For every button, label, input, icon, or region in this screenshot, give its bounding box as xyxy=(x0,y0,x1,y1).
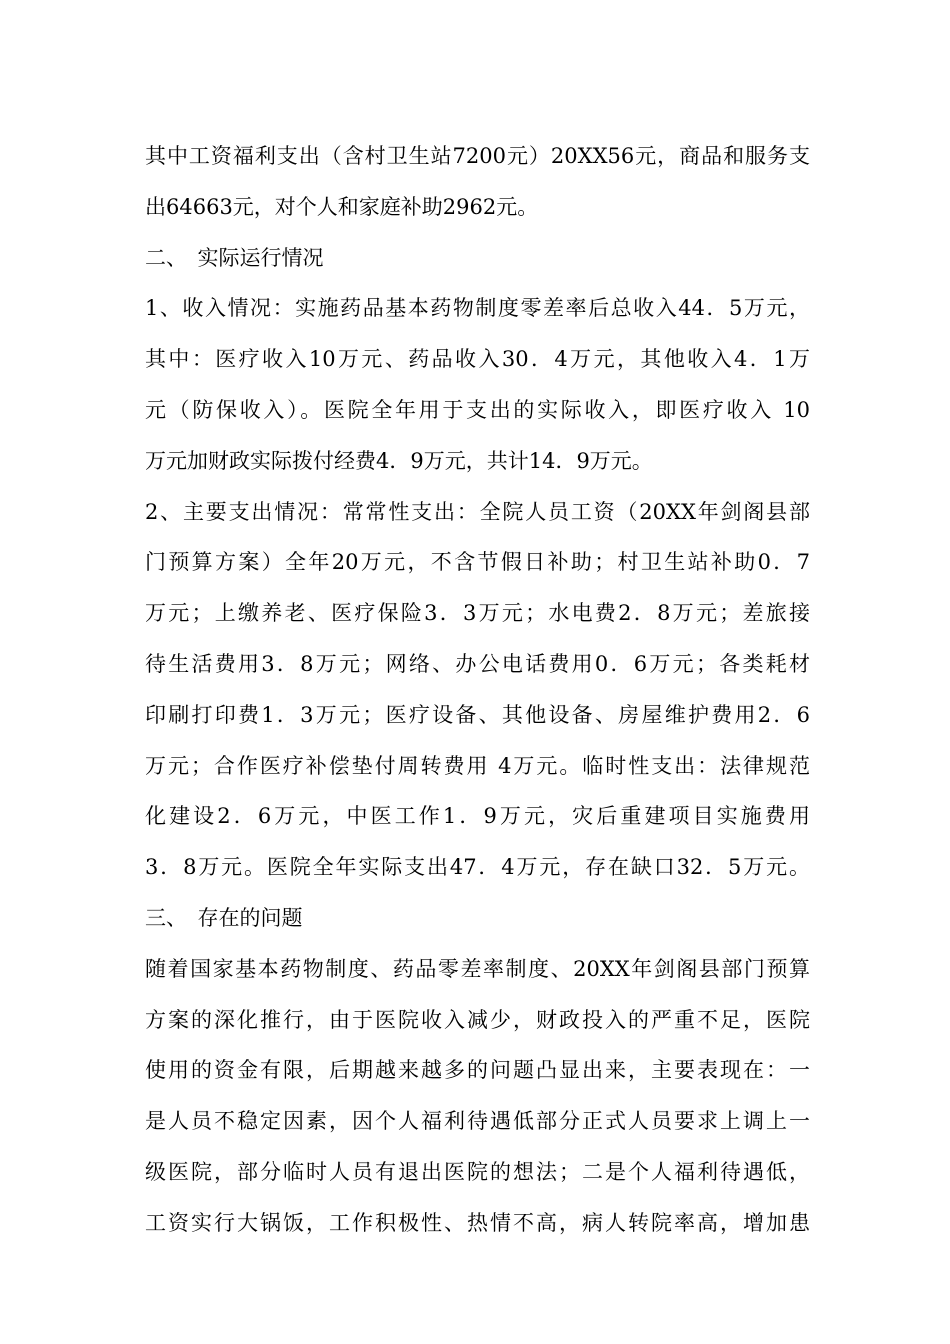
section-heading: 二、 实际运行情况 xyxy=(145,245,324,270)
paragraph-line: 级医院，部分临时人员有退出医院的想法；二是个人福利待遇低， xyxy=(145,1159,810,1184)
paragraph-line: 使用的资金有限，后期越来越多的问题凸显出来，主要表现在：一 xyxy=(145,1058,810,1083)
paragraph-line: 1、收入情况：实施药品基本药物制度零差率后总收入44．5万元， xyxy=(145,296,810,321)
section-heading: 三、 存在的问题 xyxy=(145,905,303,930)
paragraph-line: 3．8万元。医院全年实际支出47．4万元，存在缺口32．5万元。 xyxy=(145,855,810,880)
paragraph-line: 工资实行大锅饭，工作积极性、热情不高，病人转院率高，增加患 xyxy=(145,1210,810,1235)
paragraph-line: 出64663元，对个人和家庭补助2962元。 xyxy=(145,194,539,219)
paragraph-line: 万元；上缴养老、医疗保险3．3万元；水电费2．8万元；差旅接 xyxy=(145,601,810,626)
paragraph-line: 化建设2．6万元，中医工作1．9万元，灾后重建项目实施费用 xyxy=(145,804,810,829)
paragraph-line: 万元加财政实际拨付经费4．9万元，共计14．9万元。 xyxy=(145,448,653,473)
paragraph-line: 万元；合作医疗补偿垫付周转费用 4万元。临时性支出：法律规范 xyxy=(145,753,810,778)
paragraph-line: 印刷打印费1．3万元；医疗设备、其他设备、房屋维护费用2．6 xyxy=(145,702,810,727)
paragraph-line: 元（防保收入）。医院全年用于支出的实际收入，即医疗收入 10 xyxy=(145,397,810,422)
paragraph-line: 门预算方案）全年20万元，不含节假日补助；村卫生站补助0．7 xyxy=(145,550,810,575)
paragraph-line: 方案的深化推行，由于医院收入减少，财政投入的严重不足，医院 xyxy=(145,1007,810,1032)
paragraph-line: 2、主要支出情况：常常性支出：全院人员工资（20XX年剑阁县部 xyxy=(145,499,810,524)
paragraph-line: 待生活费用3．8万元；网络、办公电话费用0．6万元；各类耗材 xyxy=(145,651,810,676)
paragraph-line: 随着国家基本药物制度、药品零差率制度、20XX年剑阁县部门预算 xyxy=(145,956,810,981)
paragraph-line: 是人员不稳定因素，因个人福利待遇低部分正式人员要求上调上一 xyxy=(145,1109,810,1134)
document-body xyxy=(145,131,810,1249)
paragraph-line: 其中工资福利支出（含村卫生站7200元）20XX56元，商品和服务支 xyxy=(145,144,810,168)
paragraph-line: 其中：医疗收入10万元、药品收入30．4万元，其他收入4．1万 xyxy=(145,347,810,372)
